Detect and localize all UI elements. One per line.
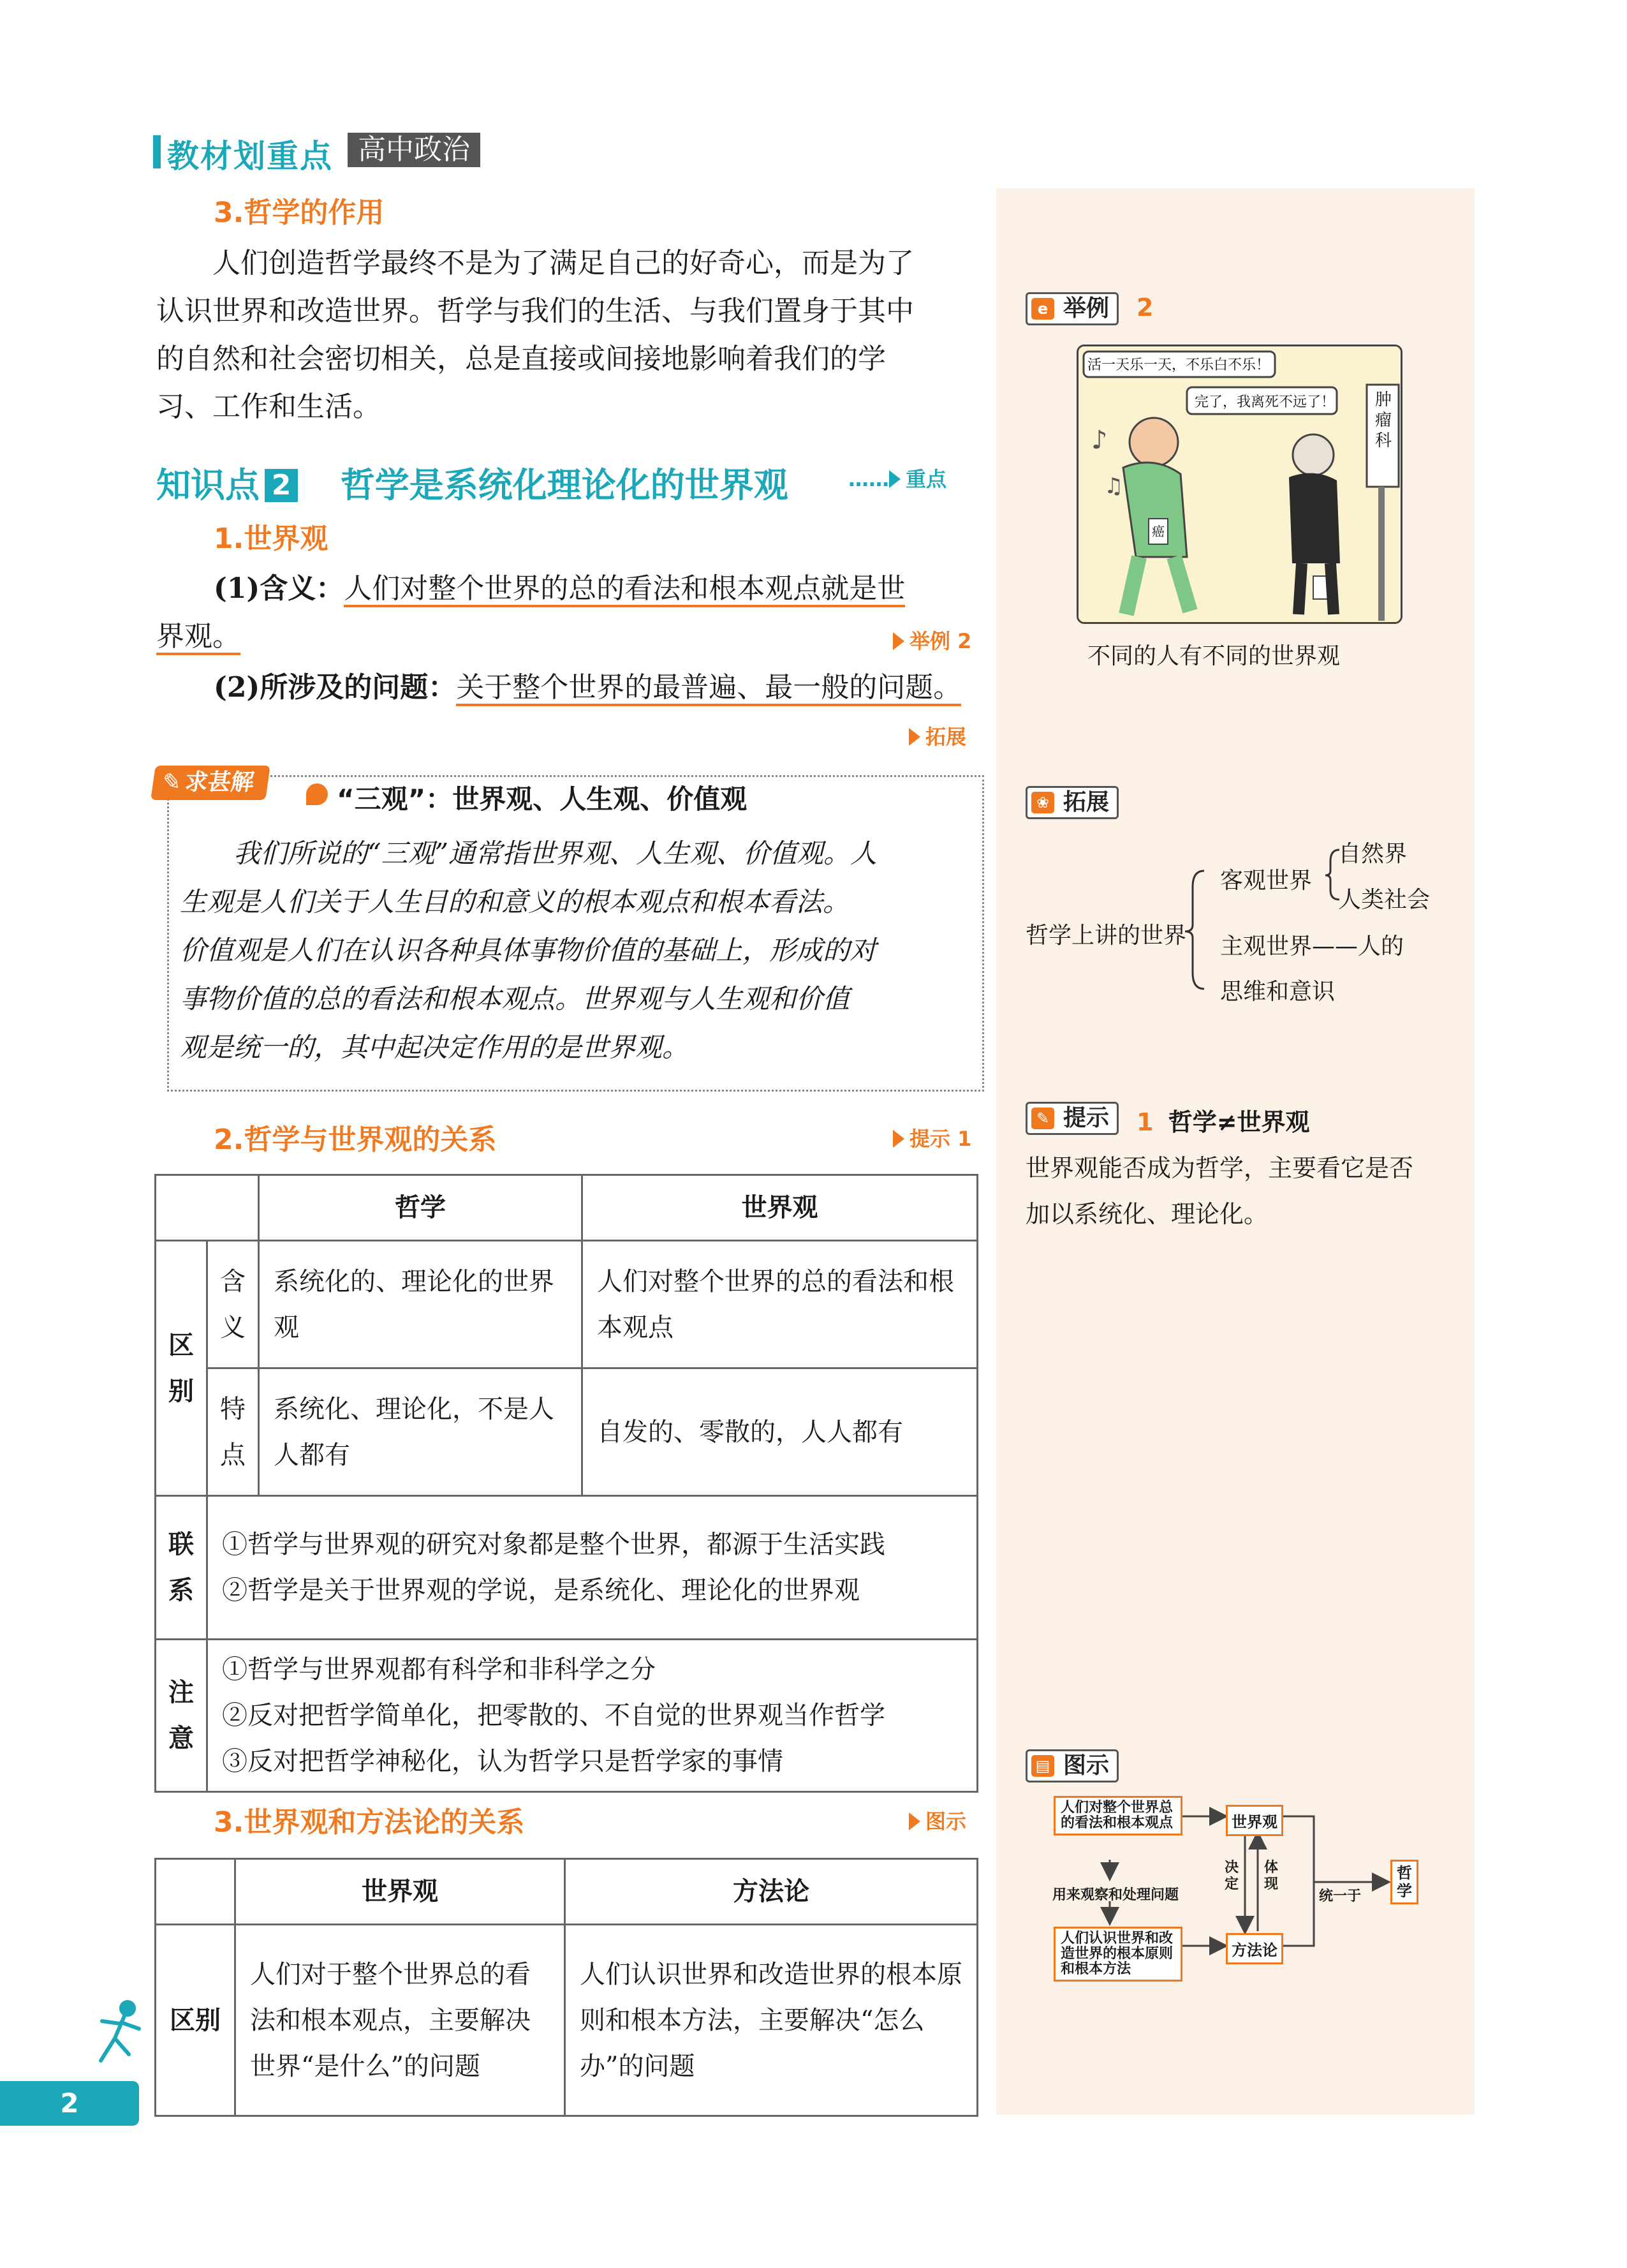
knowledge-point-heading — [156, 458, 788, 507]
triangle-icon — [893, 1130, 904, 1148]
table1-link-cell — [207, 1496, 978, 1640]
table1-row-meaning — [156, 1241, 978, 1368]
worldview-heading: 1.世界观 — [214, 523, 328, 555]
cartoon-image — [1077, 345, 1402, 624]
diagram-method: 方法论 — [1226, 1933, 1283, 1964]
qiu-line-1: 我们所说的“三观”通常指世界观、人生观、价值观。人 — [233, 838, 877, 869]
extend-icon: ❀ — [1031, 792, 1054, 813]
table1-col-worldview: 世界观 — [582, 1175, 978, 1241]
triangle-icon — [909, 1812, 920, 1830]
table1-attention-cell — [207, 1640, 978, 1792]
runner-icon — [89, 1997, 147, 2073]
cartoon-drawing — [1079, 346, 1401, 622]
extend-tag — [1026, 786, 1119, 819]
diagram-box2: 人们认识世界和改造世界的根本原则和根本方法 — [1054, 1927, 1182, 1982]
extend-objective: 客观世界 — [1220, 868, 1313, 894]
example-num: 2 — [1137, 293, 1154, 322]
qiu-line-3: 价值观是人们在认识各种具体事物价值的基础上，形成的对 — [180, 935, 877, 966]
diagram-tag — [1026, 1749, 1119, 1783]
table1-link-1: ①哲学与世界观的研究对象都是整个世界，都源于生活实践 — [222, 1530, 885, 1559]
table1-att-1: ①哲学与世界观都有科学和非科学之分 — [222, 1655, 656, 1684]
issues-text: 关于整个世界的最普遍、最一般的问题。 — [456, 671, 961, 706]
extend-tag-text: 拓展 — [1063, 789, 1110, 815]
extend-subjective-line — [1220, 928, 1404, 961]
svg-text:♫: ♫ — [1104, 473, 1124, 499]
knowledge-point-number: 2 — [265, 469, 298, 502]
diagram-box1: 人们对整个世界总的看法和根本观点 — [1054, 1796, 1182, 1835]
table-philosophy-worldview — [154, 1174, 978, 1793]
qiu-title: “三观”：世界观、人生观、价值观 — [337, 783, 747, 815]
table1-row-diff: 区别 — [156, 1241, 207, 1496]
hint-num: 1 — [1137, 1108, 1154, 1136]
extend-nature: 自然界 — [1338, 841, 1408, 867]
section-heading-role: 3.哲学的作用 — [214, 196, 385, 229]
extend-human: 人的 — [1358, 933, 1404, 960]
table1-sub-meaning: 含义 — [207, 1241, 259, 1368]
knowledge-point-title: 哲学是系统化理论化的世界观 — [340, 465, 788, 505]
table1-meaning-wv: 人们对整个世界的总的看法和根本观点 — [582, 1241, 978, 1368]
qiu-badge-text: 求甚解 — [183, 769, 256, 796]
qiu-line-2: 生观是人们关于人生目的和意义的根本观点和根本看法。 — [180, 886, 850, 917]
table1-attention-label: 注意 — [156, 1640, 207, 1792]
key-point-tag: 重点 — [906, 467, 947, 491]
header-brand: 教材划重点 — [167, 138, 333, 175]
hint-1-note[interactable] — [893, 1123, 971, 1152]
hint-1-note-text: 提示 1 — [909, 1127, 972, 1151]
triangle-icon — [889, 470, 901, 488]
hint-line-1: 世界观能否成为哲学，主要看它是否 — [1026, 1154, 1414, 1182]
hint-tag — [1026, 1102, 1119, 1135]
diagram-note-text: 图示 — [925, 1809, 967, 1834]
table1-link-2: ②哲学是关于世界观的学说，是系统化、理论化的世界观 — [222, 1576, 860, 1605]
meaning-text-2: 界观。 — [156, 620, 240, 655]
triangle-icon — [909, 728, 920, 746]
pen-icon: ✎ — [1031, 1108, 1054, 1129]
table2-method-text: 人们认识世界和改造世界的根本原则和根本方法，主要解决“怎么办”的问题 — [565, 1925, 978, 2116]
hint-heading — [1137, 1102, 1310, 1138]
table1-row-attention — [156, 1640, 978, 1792]
cartoon-bubble-2: 完了，我离死不远了！ — [1195, 394, 1336, 410]
example-tag — [1026, 292, 1119, 325]
table2-col-method: 方法论 — [565, 1859, 978, 1925]
diagram-embody: 体现 — [1264, 1860, 1279, 1892]
qiu-paragraph — [180, 829, 971, 1072]
example-2-note[interactable] — [893, 625, 971, 655]
table1-corner — [156, 1175, 259, 1241]
table2-header-row — [156, 1859, 978, 1925]
triangle-icon — [893, 632, 904, 650]
example-2-note-text: 举例 2 — [909, 629, 972, 653]
extend-note[interactable] — [909, 721, 966, 750]
extend-dash: —— — [1312, 933, 1358, 960]
section2-heading: 2.哲学与世界观的关系 — [214, 1123, 497, 1156]
table-worldview-method — [154, 1858, 978, 2117]
table1-feature-wv: 自发的、零散的，人人都有 — [582, 1368, 978, 1496]
hint-text — [1026, 1145, 1466, 1237]
page-number: 2 — [0, 2081, 139, 2126]
table1-sub-feature: 特点 — [207, 1368, 259, 1496]
diagram-note[interactable] — [909, 1805, 966, 1835]
table1-col-philosophy: 哲学 — [259, 1175, 582, 1241]
table2-diff-label: 区别 — [156, 1925, 235, 2116]
worldview-meaning-line — [214, 565, 905, 612]
table1-row-link — [156, 1496, 978, 1640]
relation-diagram — [1046, 1796, 1467, 1994]
worldview-meaning-line-2 — [156, 612, 240, 660]
bulb-icon: ✎ — [160, 769, 184, 796]
extend-note-text: 拓展 — [925, 725, 967, 749]
table1-att-3: ③反对把哲学神秘化，认为哲学只是哲学家的事情 — [222, 1747, 783, 1776]
extend-root: 哲学上讲的世界 — [1026, 923, 1187, 949]
table2-corner — [156, 1859, 235, 1925]
table1-feature-phil: 系统化、理论化，不是人人都有 — [259, 1368, 582, 1496]
table2-col-worldview: 世界观 — [235, 1859, 565, 1925]
hint-title: 哲学≠世界观 — [1168, 1108, 1310, 1136]
table1-row-feature — [156, 1368, 978, 1496]
extend-subjective: 主观世界 — [1220, 933, 1313, 960]
example-tag-text: 举例 — [1063, 295, 1110, 322]
diagram-tag-text: 图示 — [1063, 1753, 1110, 1779]
role-line-3: 的自然和社会密切相关，总是直接或间接地影响着我们的学 — [156, 343, 886, 375]
diagram-unify: 统一于 — [1319, 1888, 1362, 1904]
dots: …… — [848, 467, 889, 491]
qiu-badge — [151, 766, 270, 800]
svg-text:♪: ♪ — [1091, 426, 1108, 455]
table1-header-row — [156, 1175, 978, 1241]
header-accent-bar — [153, 135, 161, 168]
table1-att-2: ②反对把哲学简单化，把零散的、不自觉的世界观当作哲学 — [222, 1701, 885, 1730]
key-point-note — [848, 463, 946, 493]
cartoon-badge: 癌 — [1152, 524, 1165, 539]
leaf-icon — [306, 783, 328, 805]
role-line-2: 认识世界和改造世界。哲学与我们的生活、与我们置身于其中 — [156, 295, 914, 327]
role-paragraph — [156, 239, 985, 431]
qiu-line-4: 事物价值的总的看法和根本观点。世界观与人生观和价值 — [180, 983, 850, 1014]
table1-link-label: 联系 — [156, 1496, 207, 1640]
diagram-mid-label: 用来观察和处理问题 — [1052, 1887, 1179, 1903]
cartoon-sign: 肿瘤科 — [1374, 390, 1392, 450]
cartoon-bubble-1: 活一天乐一天，不乐白不乐！ — [1087, 357, 1270, 373]
role-line-1: 人们创造哲学最终不是为了满足自己的好奇心，而是为了 — [212, 247, 914, 279]
qiu-line-5: 观是统一的，其中起决定作用的是世界观。 — [180, 1032, 689, 1063]
table2-wv-text: 人们对于整个世界总的看法和根本观点，主要解决世界“是什么”的问题 — [235, 1925, 565, 2116]
meaning-label: (1)含义： — [214, 572, 344, 605]
cartoon-caption: 不同的人有不同的世界观 — [1087, 643, 1341, 669]
meaning-text-1: 人们对整个世界的总的看法和根本观点就是世 — [344, 572, 905, 607]
table1-meaning-phil: 系统化的、理论化的世界观 — [259, 1241, 582, 1368]
diagram-phil: 哲学 — [1390, 1860, 1418, 1904]
extend-diagram — [1026, 836, 1472, 1014]
extend-mind: 思维和意识 — [1220, 979, 1336, 1005]
hint-line-2: 加以系统化、理论化。 — [1026, 1200, 1269, 1228]
diagram-decide: 决定 — [1225, 1860, 1239, 1892]
diagram-wv: 世界观 — [1226, 1805, 1283, 1836]
hint-tag-text: 提示 — [1063, 1105, 1110, 1131]
header-subject: 高中政治 — [348, 133, 480, 167]
table2-row-diff — [156, 1925, 978, 2116]
role-line-4: 习、工作和生活。 — [156, 390, 381, 423]
knowledge-point-label: 知识点 — [156, 465, 260, 505]
diagram-icon: ▤ — [1031, 1755, 1054, 1777]
extend-society: 人类社会 — [1338, 887, 1431, 913]
example-icon: e — [1031, 298, 1054, 320]
section3-heading: 3.世界观和方法论的关系 — [214, 1806, 525, 1839]
worldview-issues-line — [214, 663, 961, 711]
issues-label: (2)所涉及的问题： — [214, 671, 457, 704]
